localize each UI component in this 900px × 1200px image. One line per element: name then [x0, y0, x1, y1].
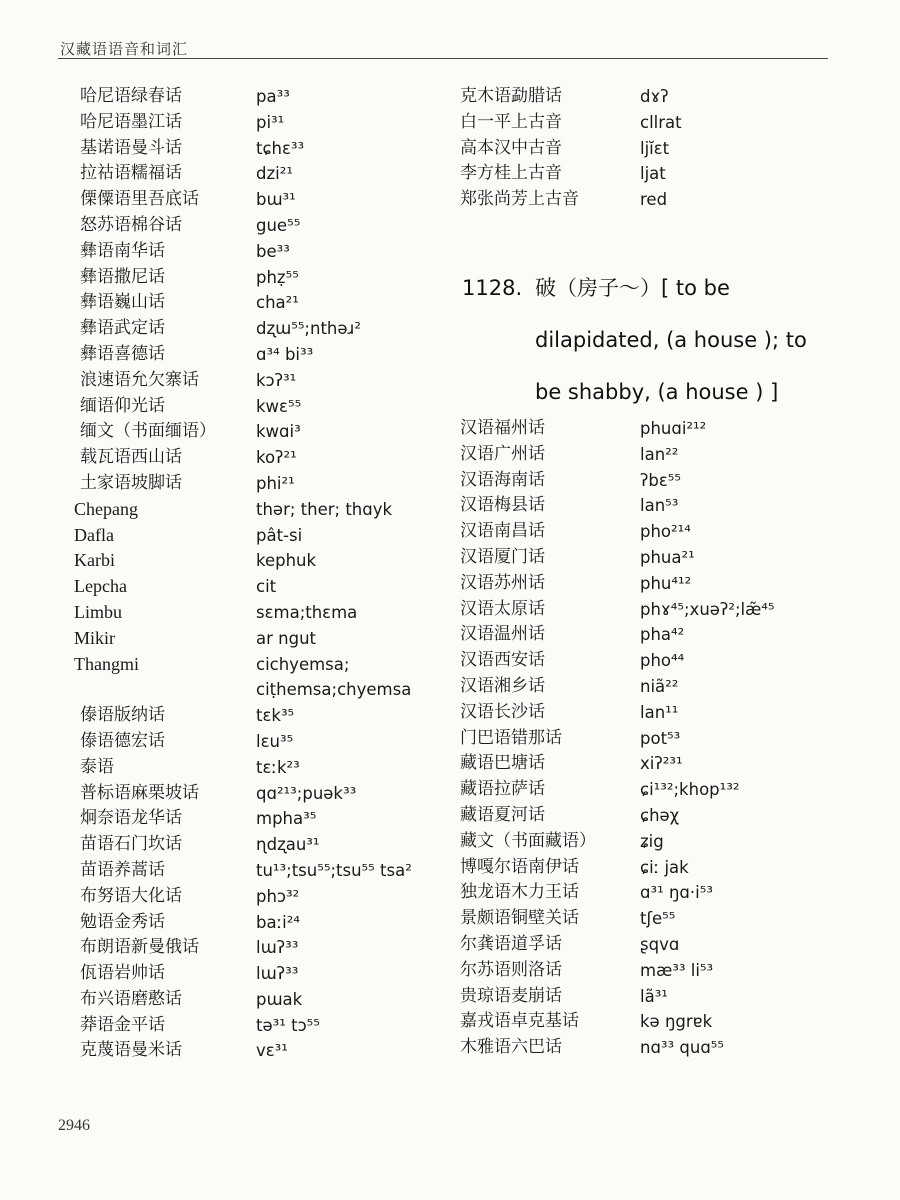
list-item [62, 755, 432, 781]
word-form: lɯʔ³³ [256, 938, 299, 958]
language-name: 傈僳语里吾底话 [80, 189, 199, 210]
language-name: 博嘎尔语南伊话 [460, 856, 579, 877]
list-item [62, 781, 432, 807]
word-form: lan⁵³ [640, 496, 679, 516]
list-item [62, 729, 432, 755]
list-item [458, 597, 838, 623]
list-item [458, 84, 838, 110]
language-name: 炯奈语龙华话 [80, 808, 182, 829]
list-item [458, 468, 838, 494]
language-name: 载瓦语西山话 [80, 447, 182, 468]
language-name: 苗语养蒿话 [80, 859, 165, 880]
language-name: Dafla [74, 524, 114, 545]
language-name: 尔龚语道孚话 [460, 933, 562, 954]
word-form: ciṭhemsa;chyemsa [256, 680, 412, 700]
language-name: 佤语岩帅话 [80, 963, 165, 984]
word-form: dʐɯ⁵⁵;nthəɹ² [256, 319, 361, 339]
language-name: 汉语海南话 [460, 469, 545, 490]
word-form: cichyemsa; [256, 654, 350, 674]
list-item [62, 342, 432, 368]
list-item [458, 136, 838, 162]
language-name: 景颇语铜壁关话 [460, 908, 579, 929]
word-form: mpha³⁵ [256, 809, 317, 829]
list-item [458, 1009, 838, 1035]
word-form: pha⁴² [640, 625, 685, 645]
language-name: 克木语勐腊话 [460, 86, 562, 106]
language-name: 哈尼语绿春话 [80, 86, 182, 106]
word-form: nɑ³³ quɑ⁵⁵ [640, 1038, 725, 1058]
word-form: qɑ²¹³;puək³³ [256, 783, 357, 803]
language-name: Karbi [74, 550, 115, 571]
list-item [458, 803, 838, 829]
word-form: tu¹³;tsu⁵⁵;tsu⁵⁵ tsa² [256, 860, 412, 880]
list-item [458, 984, 838, 1010]
word-form: pât-si [256, 525, 303, 545]
language-name: 门巴语错那话 [460, 727, 562, 748]
word-form: ʂqvɑ [640, 934, 680, 954]
language-name: 汉语太原话 [460, 598, 545, 619]
list-item [458, 648, 838, 674]
language-name: 土家语坡脚话 [80, 472, 182, 493]
word-form: pot⁵³ [640, 728, 681, 748]
list-item [458, 700, 838, 726]
list-item [62, 419, 432, 445]
list-item [458, 932, 838, 958]
list-item [62, 1013, 432, 1039]
language-name: 藏语夏河话 [460, 804, 545, 825]
word-form: ljat [640, 164, 666, 184]
word-form: ɑ³¹ ŋɑ·i⁵³ [640, 883, 713, 903]
left-column [62, 84, 432, 1064]
list-item [62, 574, 432, 600]
list-item [62, 213, 432, 239]
word-form: mæ³³ li⁵³ [640, 960, 714, 980]
word-form: tɕhɛ³³ [256, 138, 305, 158]
word-form: ɕiː jak [640, 857, 689, 877]
language-name: Mikir [74, 627, 116, 648]
entry-headword: 破（房子～）[ to be dilapidated, (a house ); to be shabby, (a house ) ] [535, 276, 807, 404]
language-name: 傣语德宏话 [80, 730, 165, 751]
word-form: kwɛ⁵⁵ [256, 396, 302, 416]
list-item [458, 751, 838, 777]
word-form: be³³ [256, 241, 290, 261]
word-form: lɯʔ³³ [256, 964, 299, 984]
list-item [458, 110, 838, 136]
language-name: Thangmi [74, 653, 139, 674]
word-form: cit [256, 577, 277, 597]
word-form: phɔ³² [256, 886, 300, 906]
language-name: 白一平上古音 [460, 111, 562, 132]
word-form: cha²¹ [256, 293, 299, 313]
word-form: pho⁴⁴ [640, 651, 685, 671]
word-form: pa³³ [256, 87, 290, 106]
list-item [62, 626, 432, 652]
list-item [458, 880, 838, 906]
page-number: 2946 [58, 1117, 90, 1134]
list-item [458, 519, 838, 545]
word-form: tʃe⁵⁵ [640, 909, 676, 929]
word-form: phẓ⁵⁵ [256, 267, 299, 287]
word-form: phɤ⁴⁵;xuəʔ²;læ̃⁴⁵ [640, 599, 775, 619]
language-name: 勉语金秀话 [80, 911, 165, 932]
list-item [458, 855, 838, 881]
list-item [62, 394, 432, 420]
language-name: 木雅语六巴话 [460, 1037, 562, 1058]
list-item [458, 442, 838, 468]
word-form: thər; ther; thɑyk [256, 499, 393, 519]
list-item [458, 1035, 838, 1061]
word-form: lã³¹ [640, 986, 668, 1006]
list-item [62, 110, 432, 136]
list-item [458, 674, 838, 700]
word-form: lan²² [640, 444, 679, 464]
word-form: lan¹¹ [640, 702, 679, 722]
header-rule [58, 58, 828, 59]
list-item [62, 703, 432, 729]
list-item [62, 935, 432, 961]
language-name: 浪速语允欠寨话 [80, 369, 199, 390]
list-item [62, 523, 432, 549]
list-item [62, 445, 432, 471]
list-item [62, 677, 432, 703]
list-item [62, 987, 432, 1013]
language-name: 布朗语新曼俄话 [80, 937, 199, 958]
word-form: ɳdʐau³¹ [256, 835, 320, 855]
language-name: 拉祜语糯福话 [80, 163, 182, 184]
right-column-top [458, 84, 838, 213]
list-item [62, 884, 432, 910]
word-form: red [640, 190, 668, 210]
language-name: 苗语石门坎话 [80, 834, 182, 855]
word-form: dɤʔ [640, 87, 669, 106]
language-name: 汉语厦门话 [460, 546, 545, 567]
word-form: ar ngut [256, 628, 316, 648]
word-form: dzi²¹ [256, 164, 293, 184]
list-item [458, 571, 838, 597]
list-item [62, 497, 432, 523]
language-name: 汉语湘乡话 [460, 675, 545, 696]
entry-number: 1128. [462, 276, 523, 300]
language-name: 李方桂上古音 [460, 163, 562, 184]
word-form: baːi²⁴ [256, 912, 300, 932]
word-form: phu⁴¹² [640, 573, 692, 593]
list-item [458, 958, 838, 984]
word-form: phuɑi²¹² [640, 419, 707, 438]
language-name: 贵琼语麦崩话 [460, 985, 562, 1006]
language-name: Limbu [74, 601, 122, 622]
language-name: 汉语西安话 [460, 650, 545, 671]
word-form: phua²¹ [640, 547, 695, 567]
word-form: vɛ³¹ [256, 1041, 288, 1061]
right-column-bottom [458, 416, 838, 1061]
list-item [458, 161, 838, 187]
language-name: 克蔑语曼米话 [80, 1040, 182, 1061]
language-name: 彝语撒尼话 [80, 266, 165, 287]
word-form: koʔ²¹ [256, 448, 297, 468]
language-name: 缅文（书面缅语） [80, 421, 216, 442]
language-name: 嘉戎语卓克基话 [460, 1011, 579, 1032]
language-name: 藏文（书面藏语） [460, 830, 596, 851]
list-item [458, 416, 838, 442]
list-item [62, 858, 432, 884]
word-form: pɯak [256, 989, 303, 1009]
list-item [458, 829, 838, 855]
language-name: 布努语大化话 [80, 885, 182, 906]
word-form: kɔʔ³¹ [256, 370, 297, 390]
word-form: tə³¹ tɔ⁵⁵ [256, 1015, 320, 1035]
language-name: 汉语广州话 [460, 443, 545, 464]
word-form: pho²¹⁴ [640, 522, 691, 542]
word-form: sɛma;thɛma [256, 602, 358, 622]
language-name: 基诺语曼斗话 [80, 137, 182, 158]
list-item [62, 910, 432, 936]
list-item [62, 471, 432, 497]
list-item [62, 806, 432, 832]
list-item [458, 187, 838, 213]
language-name: 汉语温州话 [460, 624, 545, 645]
word-form: phi²¹ [256, 473, 295, 493]
word-form: cllrat [640, 112, 682, 132]
word-form: gue⁵⁵ [256, 215, 301, 235]
language-name: 彝语喜德话 [80, 343, 165, 364]
list-item [62, 961, 432, 987]
running-header: 汉藏语语音和词汇 [60, 40, 189, 58]
language-name: 汉语梅县话 [460, 495, 545, 516]
language-name: 汉语南昌话 [460, 521, 545, 542]
language-name: 莽语金平话 [80, 1014, 165, 1035]
word-form: tɛːk²³ [256, 757, 300, 777]
language-name: 怒苏语棉谷话 [80, 214, 182, 235]
language-name: 彝语巍山话 [80, 292, 165, 313]
language-name: 布兴语磨憨话 [80, 988, 182, 1009]
list-item [62, 161, 432, 187]
language-name: 尔苏语则洛话 [460, 959, 562, 980]
word-form: kə ŋgrɐk [640, 1012, 713, 1032]
word-form: tɛk³⁵ [256, 706, 295, 726]
language-name: 汉语苏州话 [460, 572, 545, 593]
list-item [62, 290, 432, 316]
language-name: 郑张尚芳上古音 [460, 189, 579, 210]
list-item [62, 187, 432, 213]
word-form: kephuk [256, 551, 317, 571]
word-form: bɯ³¹ [256, 190, 296, 210]
list-item [62, 832, 432, 858]
word-form: ɕi¹³²;khop¹³² [640, 780, 740, 800]
list-item [62, 600, 432, 626]
language-name: 汉语福州话 [460, 418, 545, 438]
language-name: 藏语巴塘话 [460, 753, 545, 774]
list-item [62, 239, 432, 265]
language-name: Lepcha [74, 576, 127, 597]
word-form: ljĭɛt [640, 138, 670, 158]
word-form: ɑ³⁴ bi³³ [256, 344, 314, 364]
language-name: 缅语仰光话 [80, 395, 165, 416]
language-name: 彝语南华话 [80, 240, 165, 261]
language-name: 高本汉中古音 [460, 137, 562, 158]
word-form: pi³¹ [256, 112, 285, 132]
list-item [62, 316, 432, 342]
list-item [62, 1038, 432, 1064]
language-name: 藏语拉萨话 [460, 779, 545, 800]
list-item [62, 548, 432, 574]
language-name: Chepang [74, 498, 138, 519]
word-form: niã²² [640, 676, 679, 696]
word-form: ɕhəχ [640, 805, 680, 825]
language-name: 汉语长沙话 [460, 701, 545, 722]
language-name: 哈尼语墨江话 [80, 111, 182, 132]
list-item [62, 368, 432, 394]
word-form: ʑig [640, 831, 664, 851]
list-item [458, 493, 838, 519]
list-item [458, 906, 838, 932]
list-item [62, 265, 432, 291]
word-form: xiʔ²³¹ [640, 754, 683, 774]
list-item [62, 136, 432, 162]
list-item [458, 726, 838, 752]
language-name: 傣语版纳话 [80, 705, 165, 726]
list-item [458, 545, 838, 571]
list-item [62, 652, 432, 678]
language-name: 独龙语木力王话 [460, 882, 579, 903]
language-name: 泰语 [80, 756, 114, 777]
list-item [62, 84, 432, 110]
word-form: kwɑi³ [256, 422, 301, 442]
language-name: 彝语武定话 [80, 318, 165, 339]
list-item [458, 622, 838, 648]
list-item [458, 777, 838, 803]
language-name: 普标语麻栗坡话 [80, 782, 199, 803]
word-form: lɛu³⁵ [256, 731, 294, 751]
word-form: ʔbɛ⁵⁵ [640, 470, 682, 490]
